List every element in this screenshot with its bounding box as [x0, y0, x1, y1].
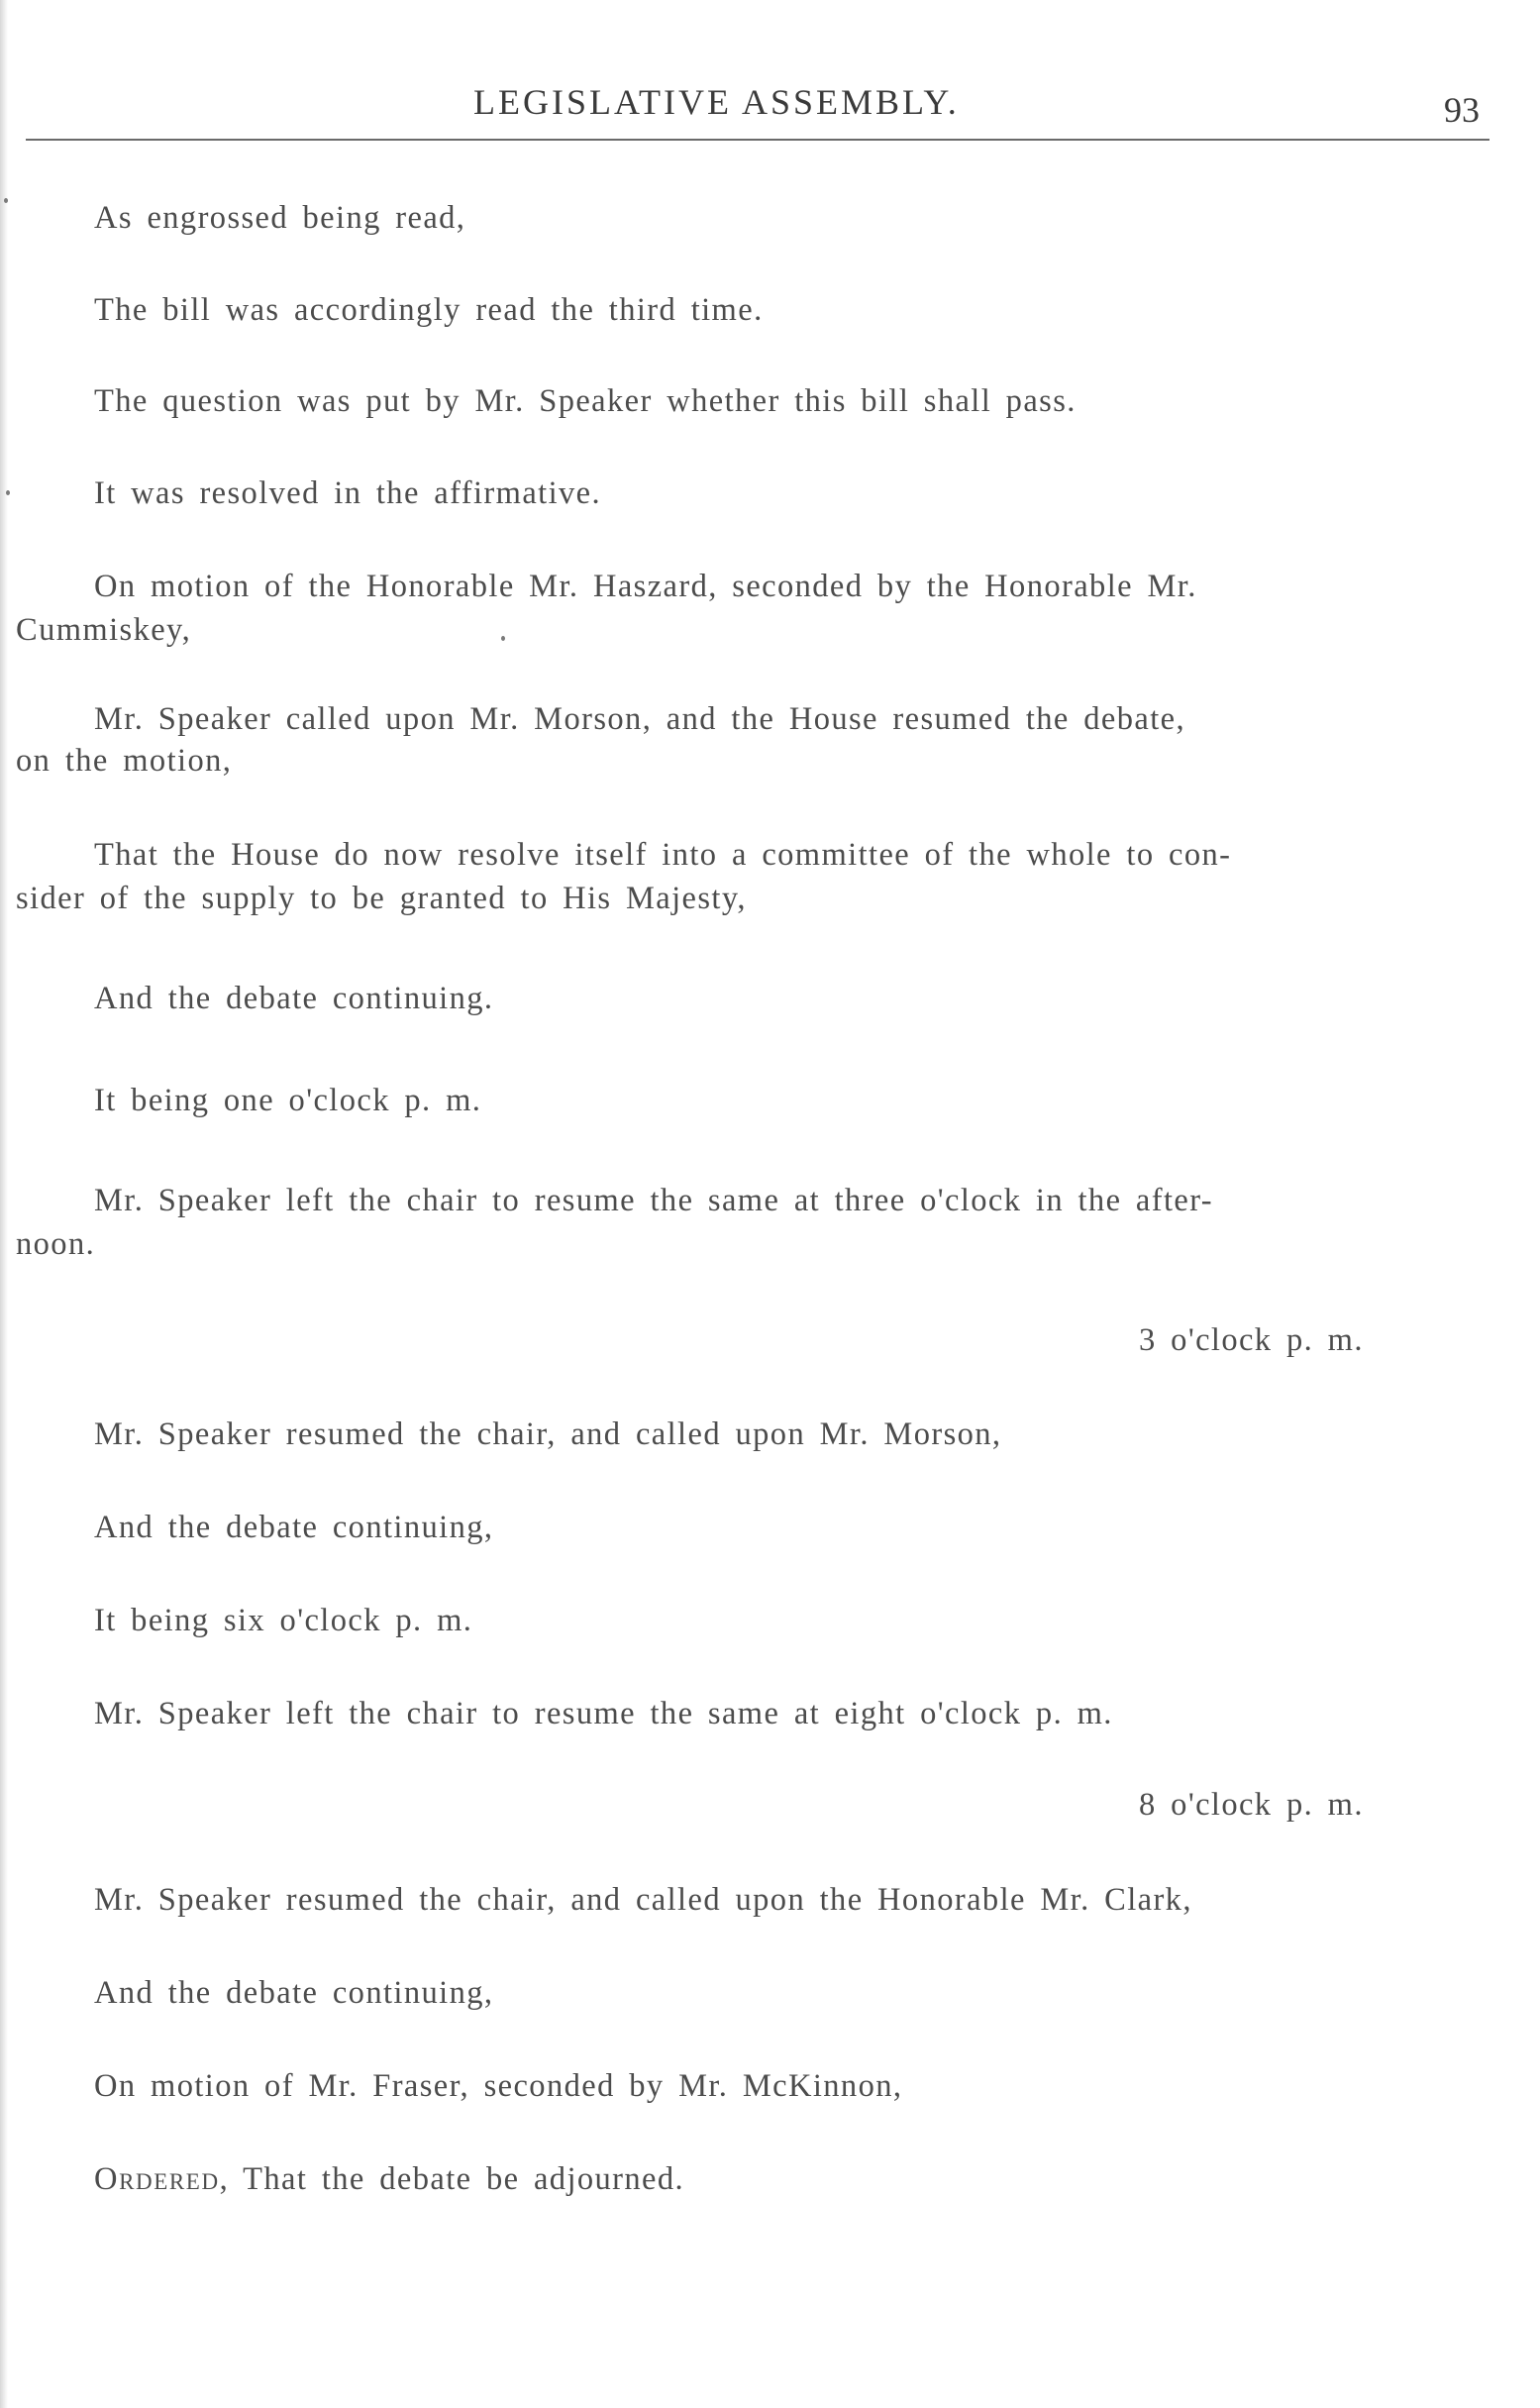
ordered-paragraph	[94, 2159, 684, 2200]
time-stamp: 8 o'clock p. m.	[1139, 1787, 1364, 1823]
time-stamp: 3 o'clock p. m.	[1139, 1322, 1364, 1358]
page-number: 93	[1444, 90, 1480, 130]
paragraph-line: sider of the supply to be granted to His Majesty,	[16, 881, 747, 916]
paragraph: The bill was accordingly read the third time.	[94, 292, 764, 328]
header-rule	[26, 139, 1489, 141]
binding-edge	[0, 0, 8, 2408]
ordered-word: Ordered	[94, 2161, 220, 2197]
page-header	[0, 71, 1540, 131]
ink-speck	[6, 490, 10, 495]
paragraph-line: On motion of the Honorable Mr. Haszard, seconded by the Honorable Mr.	[94, 569, 1197, 604]
ink-speck	[4, 198, 8, 203]
paragraph-line: Mr. Speaker called upon Mr. Morson, and the House resumed the debate,	[94, 701, 1185, 737]
paragraph: As engrossed being read,	[94, 200, 466, 236]
paragraph-line: Mr. Speaker left the chair to resume the same at three o'clock in the after-	[94, 1183, 1214, 1218]
paragraph: It was resolved in the affirmative.	[94, 475, 602, 511]
ordered-text: , That the debate be adjourned.	[219, 2161, 685, 2197]
paragraph-line: That the House do now resolve itself into a committee of the whole to con-	[94, 837, 1232, 873]
paragraph: And the debate continuing,	[94, 1510, 494, 1545]
paragraph: And the debate continuing.	[94, 981, 494, 1016]
paragraph: Mr. Speaker resumed the chair, and called upon Mr. Morson,	[94, 1416, 1002, 1452]
running-head: LEGISLATIVE ASSEMBLY.	[473, 82, 960, 122]
paragraph: Mr. Speaker left the chair to resume the same at eight o'clock p. m.	[94, 1696, 1113, 1731]
paragraph: It being one o'clock p. m.	[94, 1083, 482, 1118]
paragraph: On motion of Mr. Fraser, seconded by Mr. McKinnon,	[94, 2068, 903, 2104]
paragraph: It being six o'clock p. m.	[94, 1603, 473, 1638]
paragraph: The question was put by Mr. Speaker whether this bill shall pass.	[94, 383, 1077, 419]
paragraph-line: Cummiskey,	[16, 612, 192, 648]
paragraph: Mr. Speaker resumed the chair, and called upon the Honorable Mr. Clark,	[94, 1882, 1192, 1918]
ink-speck	[501, 636, 505, 641]
paragraph: And the debate continuing,	[94, 1975, 494, 2011]
paragraph-line: on the motion,	[16, 743, 233, 779]
paragraph-line: noon.	[16, 1226, 96, 1262]
